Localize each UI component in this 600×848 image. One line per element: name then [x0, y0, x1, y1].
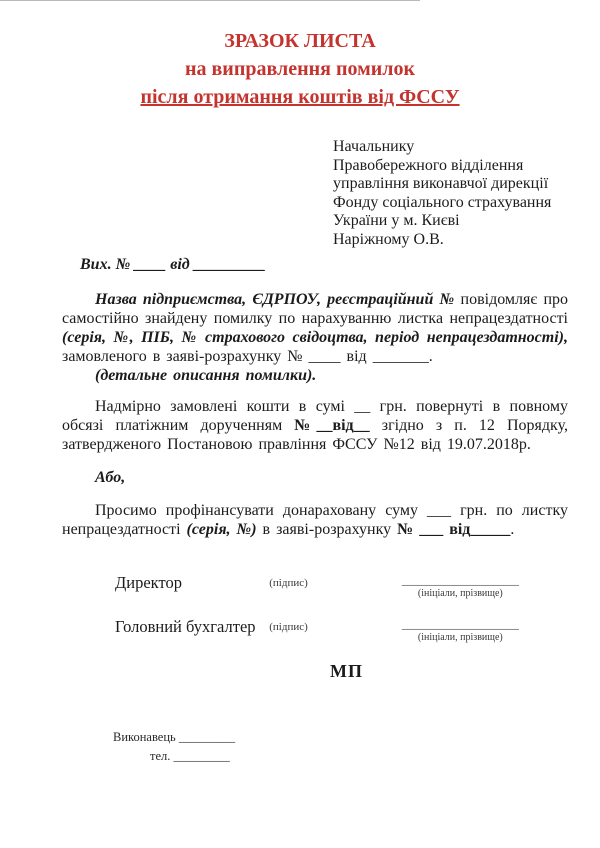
payment-order-placeholder: №__від__ — [294, 416, 370, 434]
paragraph-text: . — [510, 520, 515, 538]
name-hint: (ініціали, прізвище) — [417, 631, 503, 643]
executor-line — [113, 728, 600, 747]
signature-line: __________________ — [401, 572, 519, 586]
paragraph-additional-funding — [62, 501, 568, 539]
addressee-block — [333, 138, 600, 250]
signature-role: Головний бухгалтер — [115, 616, 256, 636]
phone-label: тел. — [150, 748, 171, 763]
paragraph-text: замовленого в заяві-розрахунку № ____ від _______. — [62, 347, 433, 365]
addressee-line: України у м. Києві — [333, 212, 460, 230]
executor-label: Виконавець — [113, 729, 176, 744]
sick-leave-placeholder: (серія, №, ПІБ, № страхового свідоцтва, період непрацездатності), — [62, 328, 568, 346]
addressee-line: Правобережного відділення — [333, 156, 524, 174]
scan-edge-artifact — [0, 0, 420, 1]
signature-name-column — [396, 617, 525, 643]
series-placeholder: (серія, №) — [186, 520, 257, 538]
error-description-note: (детальне описання помилки). — [95, 366, 317, 384]
paragraph-text: в заяві-розрахунку — [256, 520, 398, 538]
signature-row-director — [115, 573, 525, 599]
stamp-mark: МП — [330, 660, 363, 681]
addressee-line: Фонду соціального страхування — [333, 193, 552, 211]
paragraph-text: згідно з п. 12 Порядку, затвердженого Постановою правління ФССУ №12 від 19.07.2018р. — [62, 416, 569, 453]
paragraph-text: повідомляє про самостійно знайдену помилку по нарахуванню листка непрацездатності — [62, 290, 569, 327]
signature-row-chief-accountant — [115, 617, 525, 643]
phone-line — [150, 747, 600, 766]
signature-block — [115, 573, 525, 682]
title-line-2: на виправлення помилок — [184, 58, 416, 80]
signature-line: __________________ — [401, 616, 519, 630]
statement-number-placeholder: № ___ від_____ — [397, 520, 511, 538]
paragraph-refund — [62, 397, 568, 454]
addressee-line: управління виконавчої дирекції — [333, 175, 549, 193]
executor-footer — [113, 728, 600, 766]
addressee-line: Начальнику — [333, 138, 415, 155]
paragraph-error-notice — [62, 290, 568, 366]
addressee-line: Наріжному О.В. — [333, 230, 444, 248]
outgoing-number-line: Вих. № ____ від _________ — [80, 255, 266, 273]
signature-hint: (підпис) — [269, 576, 308, 589]
signature-role: Директор — [115, 572, 182, 592]
name-hint: (ініціали, прізвище) — [417, 587, 503, 599]
phone-blank: _________ — [173, 748, 230, 763]
letter-title — [0, 0, 600, 111]
signature-hint: (підпис) — [269, 620, 308, 633]
paragraph-text: Надмірно замовлені кошти в сумі __ грн. повернуті в повному обсязі платіжним дорученням — [62, 397, 568, 434]
signature-name-column — [396, 573, 525, 599]
title-line-1: ЗРАЗОК ЛИСТА — [224, 30, 376, 52]
company-placeholder: Назва підприємства, ЄДРПОУ, реєстраційний № — [95, 290, 455, 308]
executor-blank: _________ — [178, 729, 236, 744]
title-line-3: після отримання коштів від ФССУ — [140, 86, 460, 108]
or-lead: Або, — [95, 468, 126, 486]
paragraph-text: Просимо профінансувати донараховану суму ___ грн. по листку непрацездатності — [62, 501, 568, 538]
